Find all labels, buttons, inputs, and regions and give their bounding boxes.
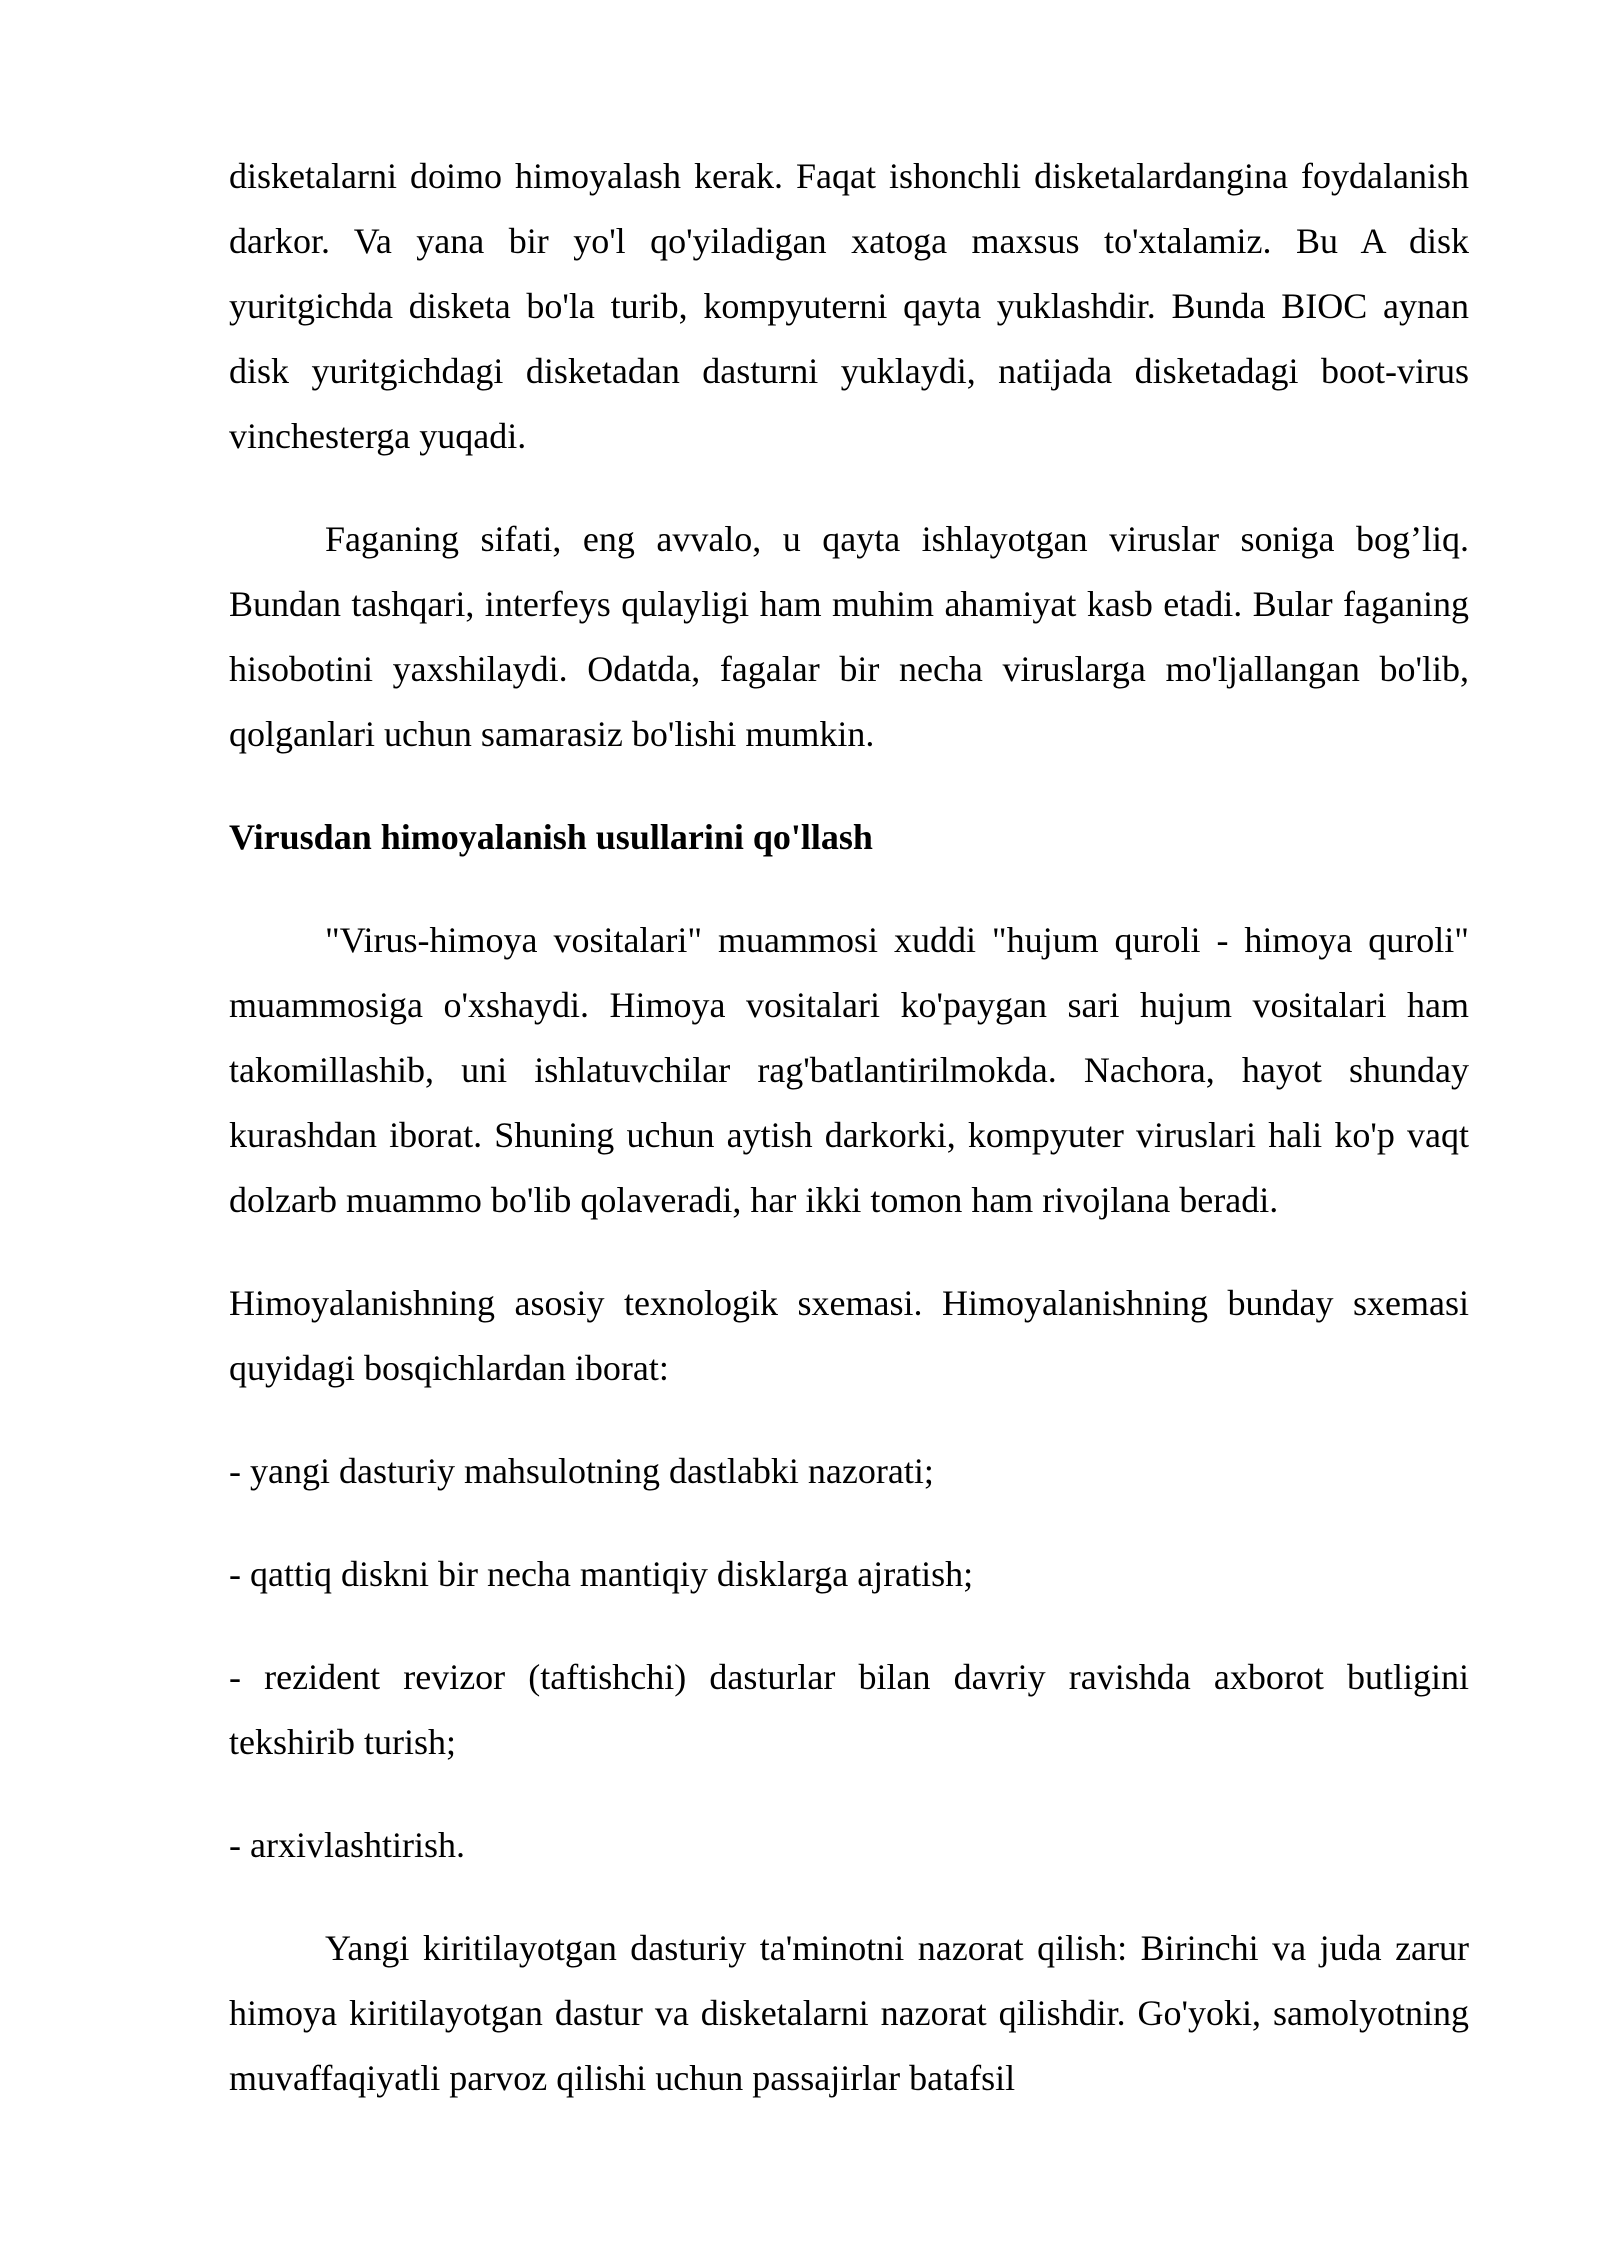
section-heading: Virusdan himoyalanish usullarini qo'llash: [229, 817, 873, 857]
paragraph-diskette-protection: disketalarni doimo himoyalash kerak. Faqat ishonchli disketalardangina foydalanish darkor. Va yana bir yo'l qo'yiladigan xatoga maxsus to'xtalamiz. Bu A disk yuritgichda disketa bo'la turib, kompyuterni qayta yuklashdir. Bunda BIOC aynan disk yuritgichdagi disketadan dasturni yuklaydi, natijada disketadagi boot-virus vinchesterga yuqadi.: [229, 156, 1469, 456]
paragraph-software-control: Yangi kiritilayotgan dasturiy ta'minotni nazorat qilish: Birinchi va juda zarur himoya kiritilayotgan dastur va disketalarni nazorat qilishdir. Go'yoki, samolyotning muvaffaqiyatli parvoz qilishi uchun passajirlar batafsil: [229, 1928, 1469, 2098]
paragraph-protection-scheme: Himoyalanishning asosiy texnologik sxemasi. Himoyalanishning bunday sxemasi quyidagi bosqichlardan iborat:: [229, 1283, 1469, 1388]
list-item-resident-revisor: - rezident revizor (taftishchi) dasturlar bilan davriy ravishda axborot butligini tekshirib turish;: [229, 1657, 1469, 1762]
list-item-disk-partition: - qattiq diskni bir necha mantiqiy disklarga ajratish;: [229, 1554, 974, 1594]
paragraph-phage-quality: Faganing sifati, eng avvalo, u qayta ishlayotgan viruslar soniga bog’liq. Bundan tashqari, interfeys qulayligi ham muhim ahamiyat kasb etadi. Bular faganing hisobotini yaxshilaydi. Odatda, fagalar bir necha viruslarga mo'ljallangan bo'lib, qolganlari uchun samarasiz bo'lishi mumkin.: [229, 519, 1469, 754]
list-item-initial-control: - yangi dasturiy mahsulotning dastlabki nazorati;: [229, 1451, 934, 1491]
document-body: [229, 144, 1469, 2111]
list-item-archiving: - arxivlashtirish.: [229, 1825, 465, 1865]
paragraph-virus-vs-protection: "Virus-himoya vositalari" muammosi xuddi "hujum quroli - himoya quroli" muammosiga o'xshaydi. Himoya vositalari ko'paygan sari hujum vositalari ham takomillashib, uni ishlatuvchilar rag'batlantirilmokda. Nachora, hayot shunday kurashdan iborat. Shuning uchun aytish darkorki, kompyuter viruslari hali ko'p vaqt dolzarb muammo bo'lib qolaveradi, har ikki tomon ham rivojlana beradi.: [229, 920, 1469, 1220]
